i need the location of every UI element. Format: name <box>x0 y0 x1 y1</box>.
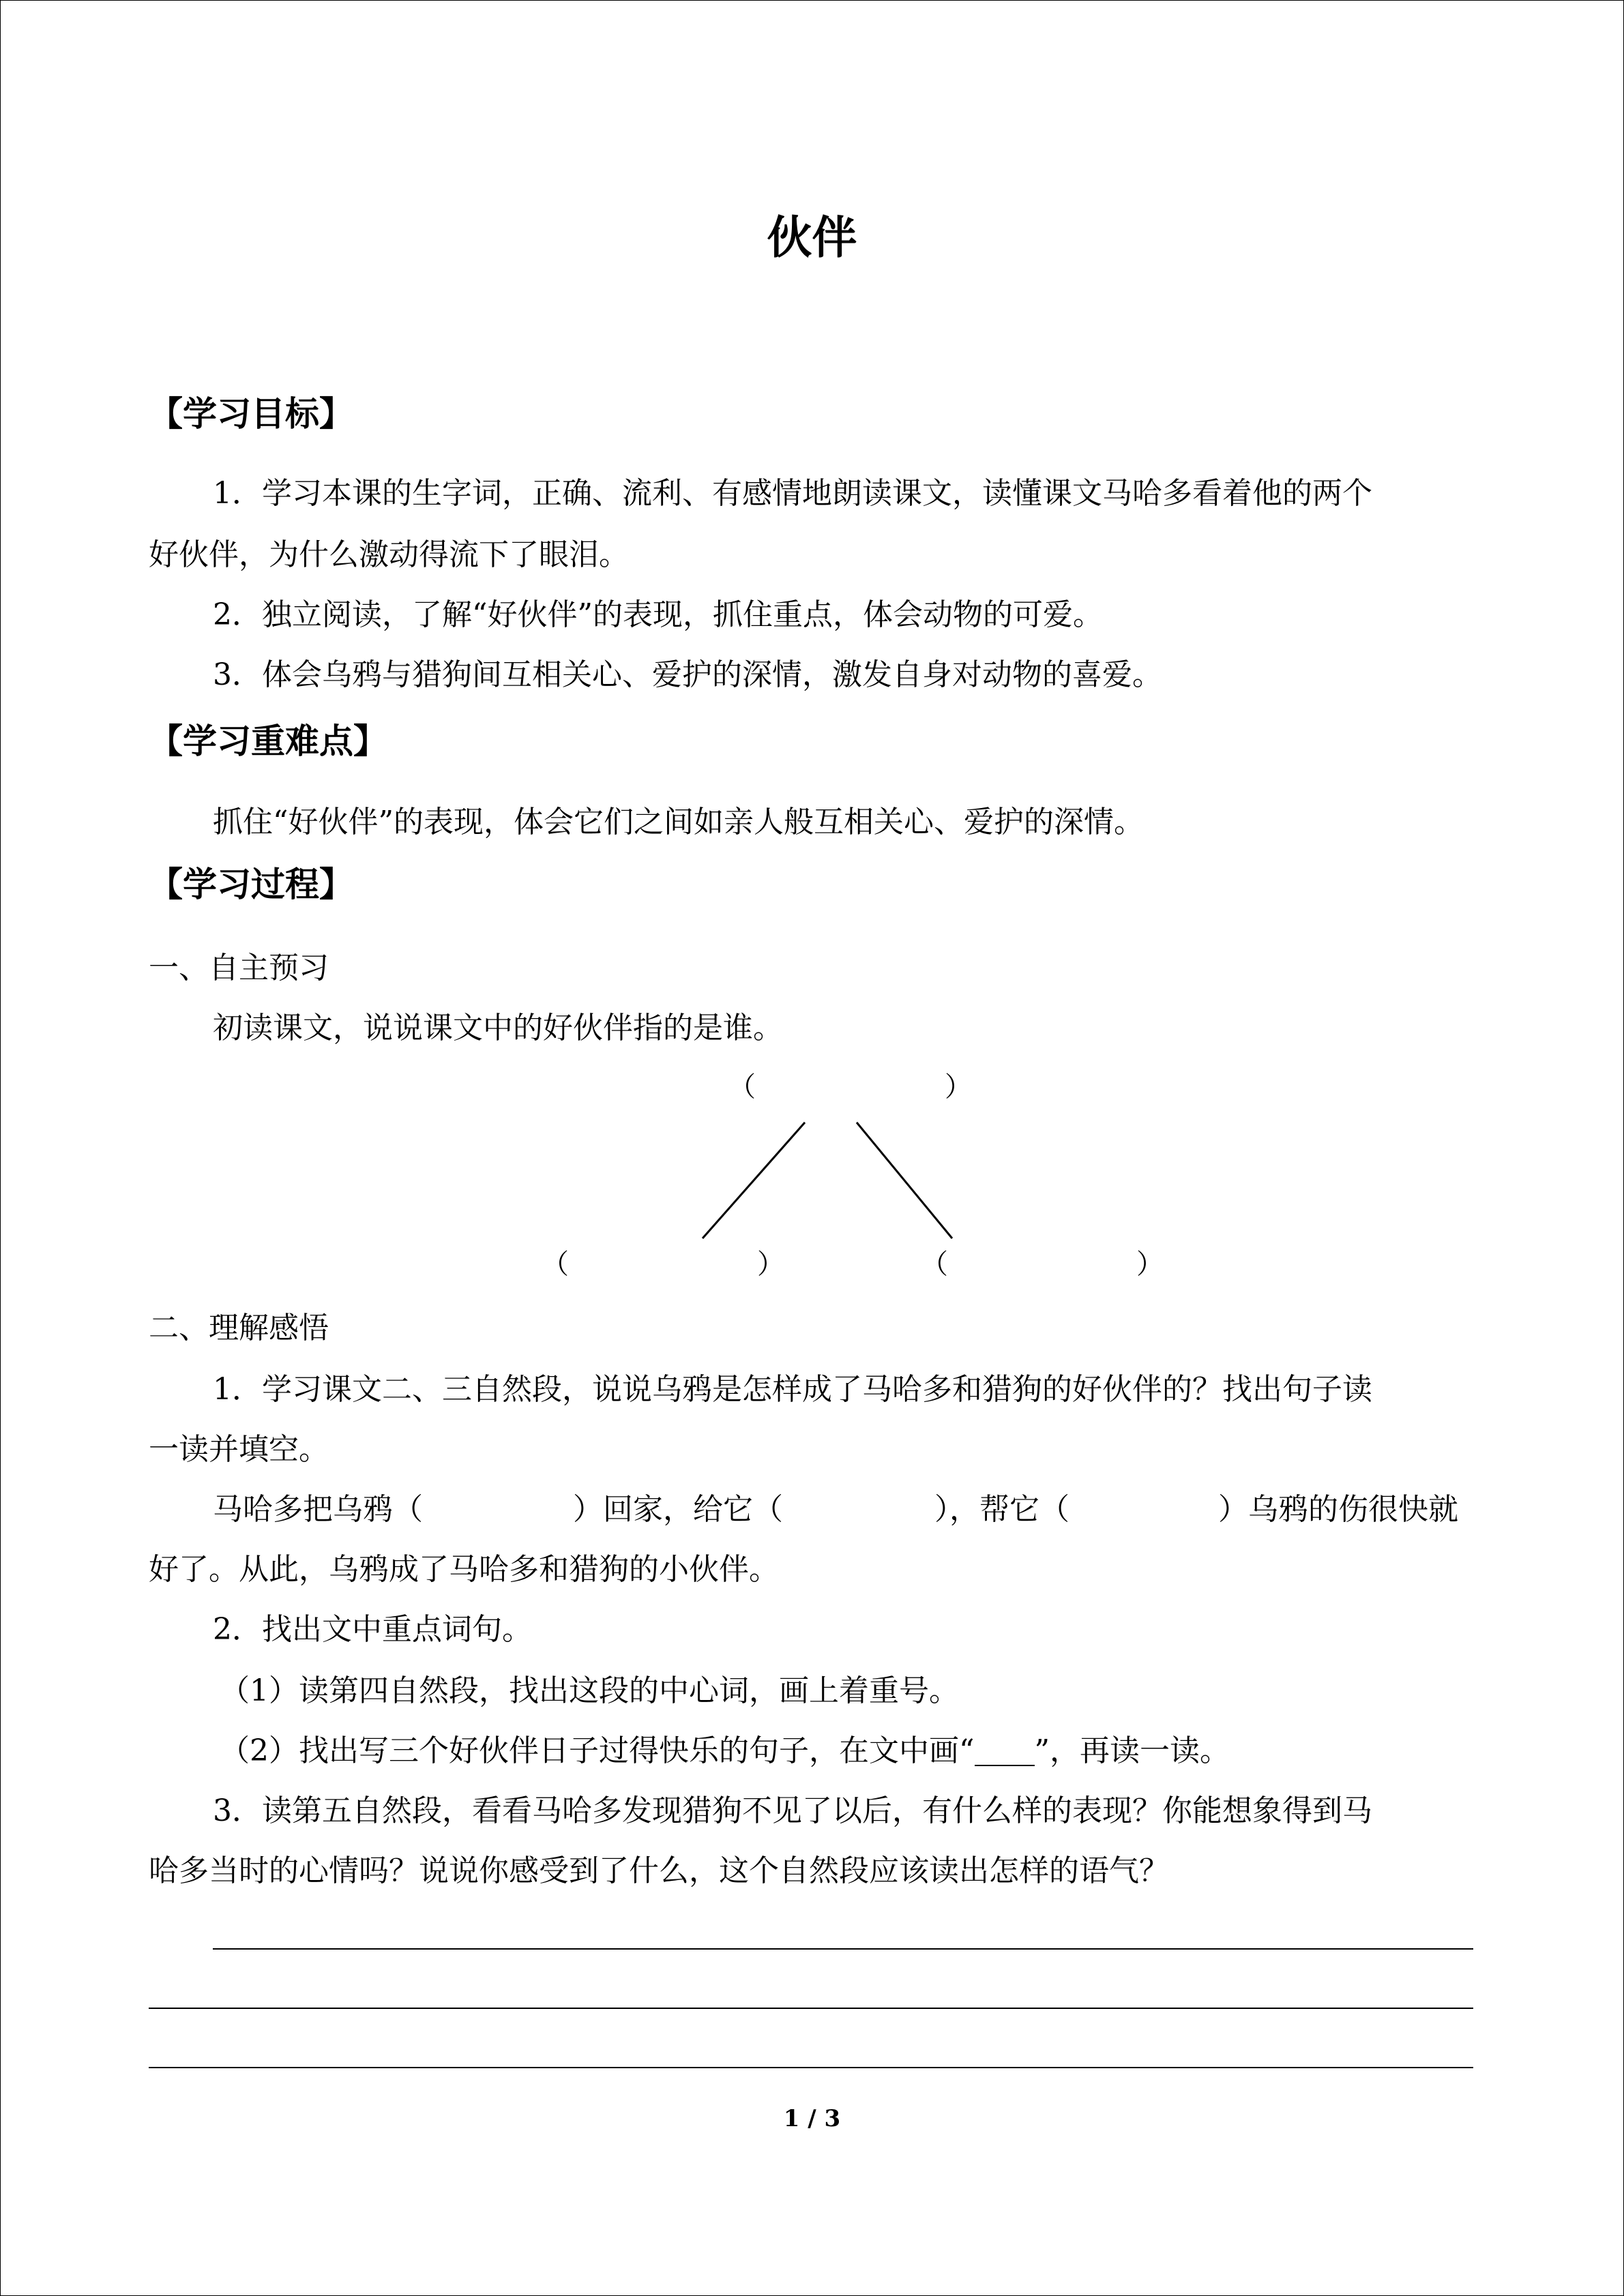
connector-lines <box>682 1118 969 1248</box>
fill-blank-part-a: 马哈多把乌鸦（ <box>213 1492 423 1527</box>
question-2-sub-1: （1）读第四自然段，找出这段的中心词，画上着重号。 <box>220 1673 959 1708</box>
question-3-line-2: 哈多当时的心情吗？说说你感受到了什么，这个自然段应该读出怎样的语气？ <box>149 1853 1169 1888</box>
answer-line-2 <box>149 2008 1473 2009</box>
right-connector-line <box>857 1122 952 1238</box>
question-3-line-1: 3．读第五自然段，看看马哈多发现猎狗不见了以后，有什么样的表现？你能想象得到马 <box>213 1793 1372 1828</box>
right-blank-open-paren: （ <box>921 1249 948 1280</box>
question-2-sub-2-text-a: （2）找出写三个好伙伴日子过得快乐的句子，在文中画“ <box>220 1733 975 1768</box>
right-blank-close-paren: ） <box>1136 1249 1164 1280</box>
objective-3: 3．体会乌鸦与猎狗间互相关心、爱护的深情，激发自身对动物的喜爱。 <box>213 657 1162 692</box>
question-1-line-2: 一读并填空。 <box>149 1432 329 1467</box>
fill-blank-line-2: 好了。从此，乌鸦成了马哈多和猎狗的小伙伴。 <box>149 1552 779 1587</box>
question-2-sub-2 <box>220 1733 1230 1768</box>
question-1-line-1: 1．学习课文二、三自然段，说说乌鸦是怎样成了马哈多和猎狗的好伙伴的？找出句子读 <box>213 1372 1372 1407</box>
answer-line-3 <box>149 2067 1473 2068</box>
page-title: 伙伴 <box>767 211 857 264</box>
objective-1-line-1: 1．学习本课的生字词，正确、流利、有感情地朗读课文，读懂课文马哈多看着他的两个 <box>213 476 1372 511</box>
part1-title: 一、自主预习 <box>149 951 329 985</box>
objectives-heading: 【学习目标】 <box>149 394 353 434</box>
objective-1-line-2: 好伙伴，为什么激动得流下了眼泪。 <box>149 537 629 572</box>
answer-line-1 <box>213 1948 1473 1950</box>
objective-2: 2．独立阅读，了解“好伙伴”的表现，抓住重点，体会动物的可爱。 <box>213 597 1103 632</box>
wavy-underline-sample <box>975 1740 1035 1766</box>
left-blank-close-paren: ） <box>757 1249 784 1280</box>
left-connector-line <box>703 1122 805 1238</box>
part1-prompt: 初读课文，说说课文中的好伙伴指的是谁。 <box>213 1011 783 1045</box>
question-2: 2．找出文中重点词句。 <box>213 1612 532 1647</box>
left-blank-open-paren: （ <box>542 1249 569 1280</box>
page-indicator: 1 / 3 <box>783 2105 841 2132</box>
key-points-heading: 【学习重难点】 <box>149 721 387 761</box>
fill-blank-part-d: ）乌鸦的伤很快就 <box>1218 1492 1458 1527</box>
top-blank-close-paren: ） <box>945 1071 972 1103</box>
part2-title: 二、理解感悟 <box>149 1311 329 1345</box>
process-heading: 【学习过程】 <box>149 865 353 904</box>
top-blank-open-paren: （ <box>728 1071 756 1103</box>
key-points-text: 抓住“好伙伴”的表现，体会它们之间如亲人般互相关心、爱护的深情。 <box>213 805 1144 839</box>
question-2-sub-2-text-b: ”，再读一读。 <box>1034 1733 1230 1768</box>
fill-blank-part-b: ）回家，给它（ <box>573 1492 783 1527</box>
fill-blank-part-c: ），帮它（ <box>934 1492 1069 1527</box>
